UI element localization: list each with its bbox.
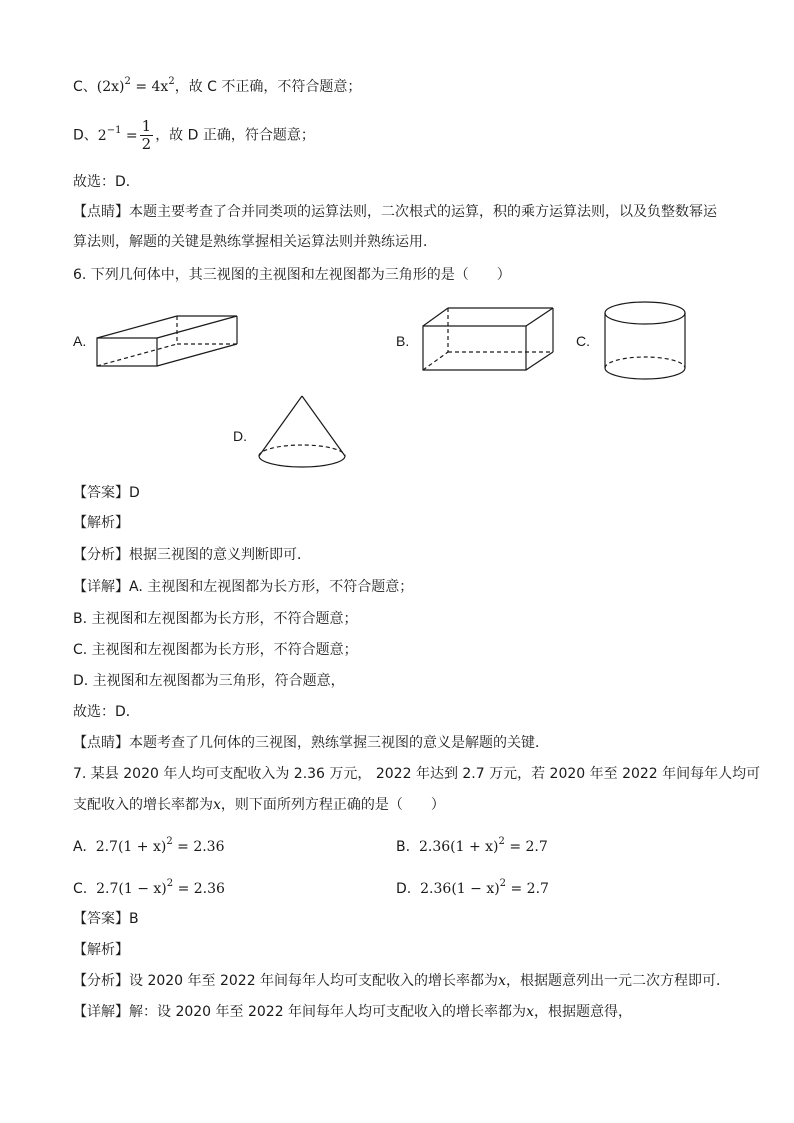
c-suffix: ，故 C 不正确，不符合题意；	[174, 79, 362, 95]
answer-6: 【答案】D	[73, 485, 140, 501]
choose-d-second: 故选：D．	[73, 704, 140, 720]
explain-6-c: C. 主视图和左视图都为长方形，不符合题意；	[73, 642, 358, 658]
question-7-line1: 7. 某县 2020 年人均可支配收入为 2.36 万元， 2022 年达到 2.7 万元，若 2020 年至 2022 年间每年人均可	[73, 766, 761, 782]
fenxi-6: 【分析】根据三视图的意义判断即可．	[73, 547, 311, 563]
choose-d-first: 故选：D．	[73, 174, 140, 190]
dianjing-second: 【点睛】本题考查了几何体的三视图，熟练掌握三视图的意义是解题的关键．	[73, 735, 549, 751]
answer-7: 【答案】B	[73, 911, 139, 927]
question-6: 6. 下列几何体中，其三视图的主视图和左视图都为三角形的是（ ）	[73, 267, 511, 283]
jiexi-7: 【解析】	[73, 942, 129, 958]
fraction-one-half: $\frac{1}{2}$	[141, 117, 152, 153]
xiangjie-7: 【详解】解：设 2020 年至 2022 年间每年人均可支配收入的增长率都为x，根据题意得，	[73, 1004, 632, 1020]
fenxi-7: 【分析】设 2020 年至 2022 年间每年人均可支配收入的增长率都为x，根据题意列出一元二次方程即可．	[73, 973, 730, 989]
d-suffix: ，故 D 正确，符合题意；	[155, 127, 315, 144]
q6-option-b-label: B.	[396, 333, 410, 349]
line-d-result	[73, 118, 315, 153]
q6-option-c-label: C.	[576, 333, 590, 349]
cuboid-figure	[418, 304, 560, 374]
cone-figure	[254, 392, 350, 474]
q7-option-d: D. $2.36(1 - x)^2 = 2.7$	[396, 878, 549, 897]
dianjing-first: 【点睛】本题主要考查了合并同类项的运算法则，二次根式的运算，积的乘方运算法则，以及负整数幂运算法则，解题的关键是熟练掌握相关运算法则并熟练运用．	[73, 204, 717, 250]
xiangjie-6: 【详解】A. 主视图和左视图都为长方形，不符合题意；	[73, 579, 414, 595]
q7-option-c: C. $2.7(1 - x)^2 = 2.36$	[73, 878, 225, 897]
q6-option-a-label: A.	[73, 333, 87, 349]
d-prefix: D、	[73, 127, 98, 144]
q7-option-a: A. $2.7(1 + x)^2 = 2.36$	[73, 836, 225, 855]
question-7-line2: 支配收入的增长率都为x，则下面所列方程正确的是（ ）	[73, 797, 445, 813]
line-c-result	[73, 72, 361, 97]
c-prefix: C、	[73, 79, 97, 95]
q6-option-d-label: D.	[233, 428, 247, 444]
flat-cuboid-figure	[92, 310, 244, 372]
c-expr: $(2x)^2 = 4x^2$	[96, 76, 175, 95]
q7-option-b: B. $2.36(1 + x)^2 = 2.7$	[396, 836, 548, 855]
jiexi-6: 【解析】	[73, 515, 129, 531]
explain-6-b: B. 主视图和左视图都为长方形，不符合题意；	[73, 611, 358, 627]
cylinder-figure	[600, 298, 690, 384]
d-expr: $2^{-1}$ =	[97, 124, 138, 144]
explain-6-d: D. 主视图和左视图都为三角形，符合题意，	[73, 673, 345, 689]
